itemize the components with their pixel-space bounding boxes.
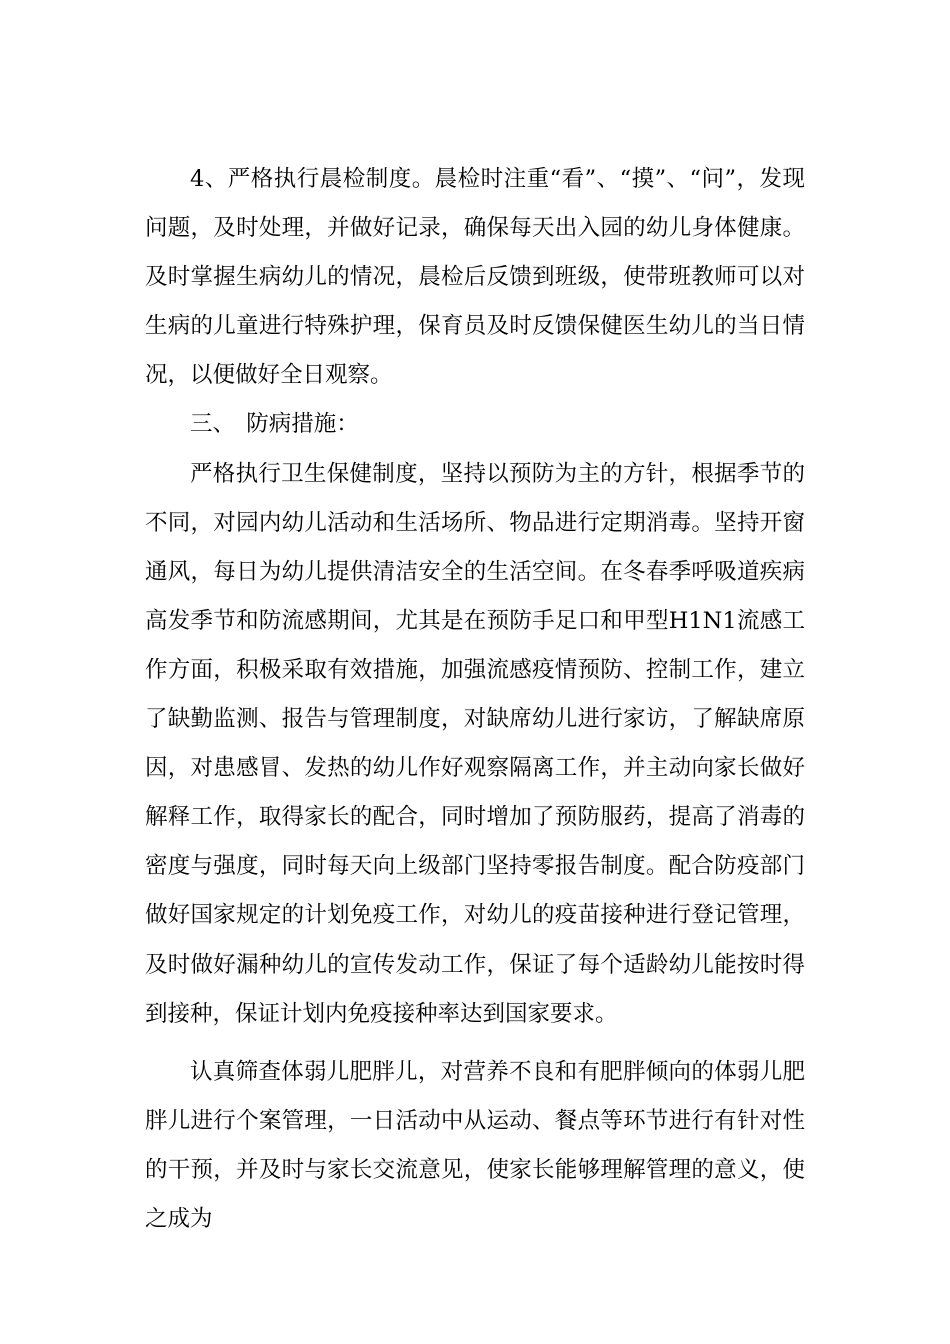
paragraph-prevention-measures: 严格执行卫生保健制度，坚持以预防为主的方针，根据季节的不同，对园内幼儿活动和生活场所、物品进行定期消毒。坚持开窗通风，每日为幼儿提供清洁安全的生活空间。在冬春季呼吸道疾病高发季节和防流感期间，尤其是在预防手足口和甲型H1N1流感工作方面，积极采取有效措施，加强流感疫情预防、控制工作，建立了缺勤监测、报告与管理制度，对缺席幼儿进行家访，了解缺席原因，对患感冒、发热的幼儿作好观察隔离工作，并主动向家长做好解释工作，取得家长的配合，同时增加了预防服药，提高了消毒的密度与强度，同时每天向上级部门坚持零报告制度。配合防疫部门做好国家规定的计划免疫工作，对幼儿的疫苗接种进行登记管理，及时做好漏种幼儿的宣传发动工作，保证了每个适龄幼儿能按时得到接种，保证计划内免疫接种率达到国家要求。 (145, 460, 805, 1027)
paragraph-morning-check: 4、严格执行晨检制度。晨检时注重“看”、“摸”、“问”，发现问题，及时处理，并做好记录，确保每天出入园的幼儿身体健康。及时掌握生病幼儿的情况，晨检后反馈到班级，使带班教师可以对生病的儿童进行特殊护理，保育员及时反馈保健医生幼儿的当日情况，以便做好全日观察。 (145, 166, 805, 389)
document-body (145, 155, 805, 1244)
section-heading-disease-prevention: 三、 防病措施： (190, 411, 359, 438)
paragraph-weak-obese-children: 认真筛查体弱儿肥胖儿，对营养不良和有肥胖倾向的体弱儿肥胖儿进行个案管理，一日活动中从运动、餐点等环节进行有针对性的干预，并及时与家长交流意见，使家长能够理解管理的意义，使之成为 (145, 1058, 805, 1232)
